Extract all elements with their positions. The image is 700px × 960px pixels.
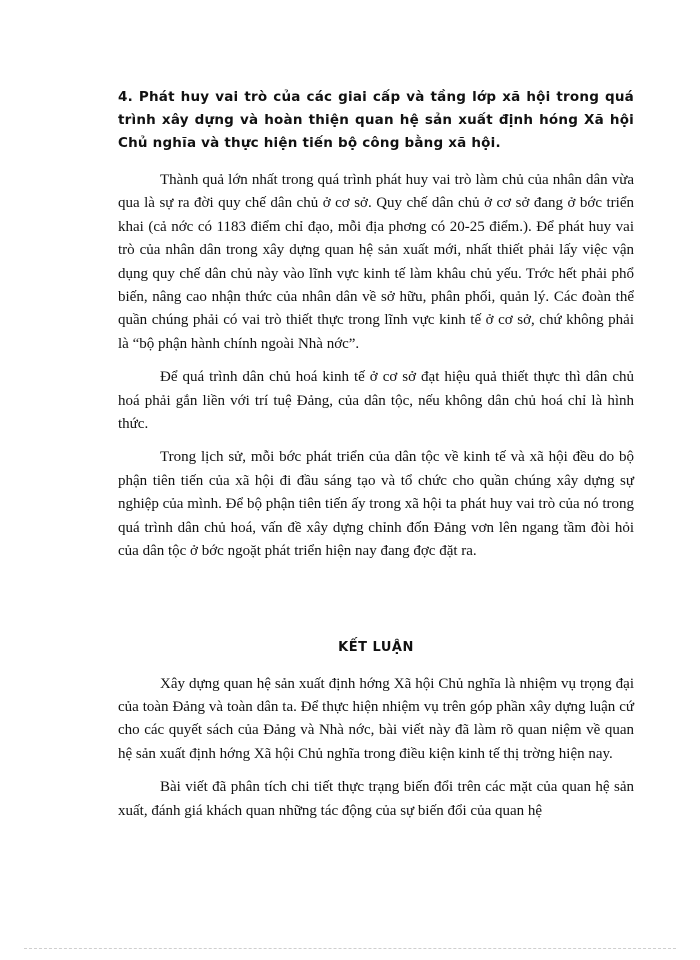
conclusion-paragraph: Bài viết đã phân tích chi tiết thực trạng biến đổi trên các mặt của quan hệ sản xuất, đánh giá khách quan những tác động của sự biến đổi của quan hệ: [118, 779, 634, 819]
section-spacer: [118, 574, 634, 640]
body-paragraph: Để quá trình dân chủ hoá kinh tế ở cơ sở đạt hiệu quả thiết thực thì dân chủ hoá phải gắn liền với trí tuệ Đảng, của dân tộc, nếu không dân chủ hoá chỉ là hình thức.: [118, 369, 634, 433]
body-paragraph: Thành quả lớn nhất trong quá trình phát huy vai trò làm chủ của nhân dân vừa qua là sự ra đời quy chế dân chủ ở cơ sở. Quy chế dân chủ ở cơ sở đang ở bớc triển khai (cả nớc có 1183 điểm chỉ đạo, mỗi địa phơng có 20-25 điểm.). Để phát huy vai trò của nhân dân trong xây dựng quan hệ sản xuất mới, nhất thiết phải lấy việc vận dụng quy chế dân chủ này vào lĩnh vực kinh tế làm khâu chủ yếu. Trớc hết phải phổ biến, nâng cao nhận thức của nhân dân về sở hữu, phân phối, quản lý. Các đoàn thể quần chúng phải có vai trò thiết thực trong lĩnh vực kinh tế ở cơ sở, chứ không phải là “bộ phận hành chính ngoài Nhà nớc”.: [118, 172, 634, 352]
conclusion-title: KẾT LUẬN: [338, 639, 414, 655]
conclusion-paragraph: Xây dựng quan hệ sản xuất định hớng Xã hội Chủ nghĩa là nhiệm vụ trọng đại của toàn Đảng và toàn dân ta. Để thực hiện nhiệm vụ trên góp phần xây dựng luận cứ cho các quyết sách của Đảng và Nhà nớc, bài viết này đã làm rõ quan niệm về quan hệ sản xuất định hớng Xã hội Chủ nghĩa trong điều kiện kinh tế thị trờng hiện nay.: [118, 675, 634, 762]
body-paragraph: Trong lịch sử, mỗi bớc phát triển của dân tộc về kinh tế và xã hội đều do bộ phận tiên tiến của xã hội đi đầu sáng tạo và tổ chức cho quần chúng xây dựng sự nghiệp của mình. Để bộ phận tiên tiến ấy trong xã hội ta phát huy vai trò của nó trong quá trình dân chủ hoá, vấn đề xây dựng chỉnh đốn Đảng vơn lên ngang tầm đòi hỏi của dân tộc ở bớc ngoặt phát triển hiện nay đang đợc đặt ra.: [118, 449, 634, 560]
document-page: [118, 86, 634, 833]
section-heading: 4. Phát huy vai trò của các giai cấp và tầng lớp xã hội trong quá trình xây dựng và hoàn thiện quan hệ sản xuất định hóng Xã hội Chủ nghĩa và thực hiện tiến bộ công bằng xã hội.: [118, 89, 634, 151]
page-bottom-divider: [24, 948, 676, 949]
